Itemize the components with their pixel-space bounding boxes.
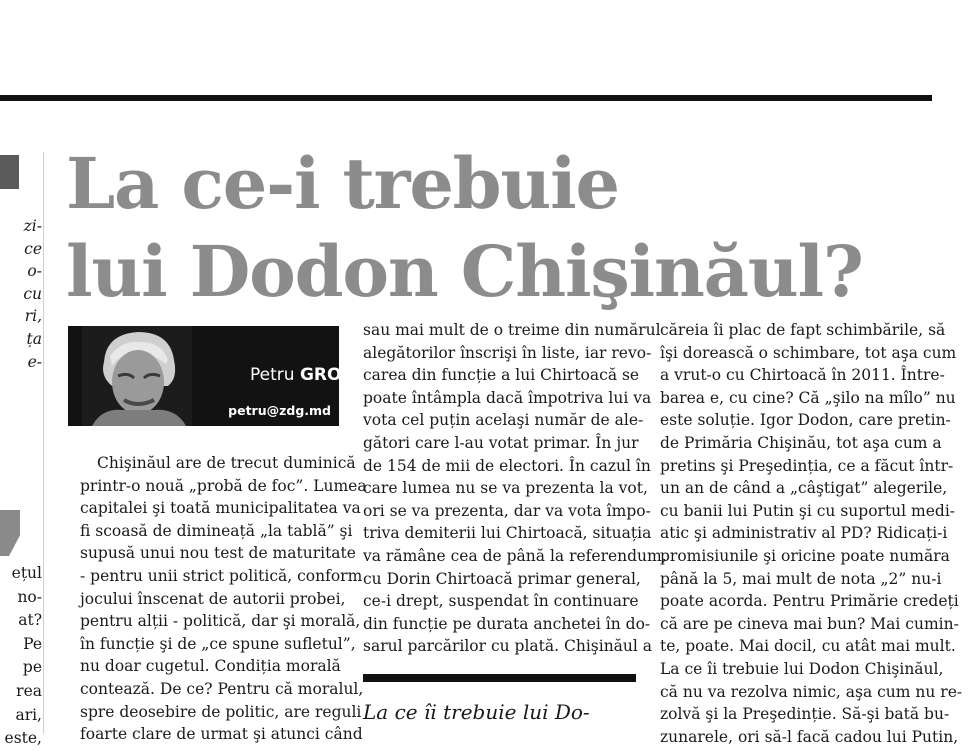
- pull-quote: La ce îi trebuie lui Do-: [363, 700, 590, 724]
- fragment-line: cu: [23, 284, 42, 303]
- article-headline: [66, 140, 946, 316]
- text-line: poate întâmpla dacă împotriva lui va: [363, 388, 652, 407]
- fragment-line: pe: [22, 658, 42, 677]
- text-line: capitalei şi toată municipalitatea va: [80, 499, 361, 518]
- author-email: petru@zdg.md: [228, 403, 331, 418]
- text-line: căreia îi plac de fapt schimbările, să: [660, 321, 946, 339]
- text-line: supusă unui nou test de maturitate: [80, 544, 356, 563]
- text-line: un an de când a „câştigat” alegerile,: [660, 479, 948, 498]
- text-line: zolvă şi la Preşedinție. Să-şi bată bu-: [660, 705, 950, 724]
- text-line: zunarele, ori să-l facă cadou lui Putin,: [660, 727, 959, 746]
- text-line: te, poate. Mai docil, cu atât mai mult.: [660, 637, 956, 656]
- text-line: La ce îi trebuie lui Dodon Chişinăul,: [660, 659, 944, 678]
- article-column-2: [363, 319, 667, 658]
- text-line: alegătorilor înscrişi în liste, iar revo-: [363, 343, 652, 362]
- fragment-line: e-: [27, 352, 42, 371]
- text-line: până la 5, mai mult de nota „2” nu-i: [660, 569, 942, 588]
- text-line: a vrut-o cu Chirtoacă în 2011. Între-: [660, 366, 945, 385]
- article-column-3: [660, 319, 963, 748]
- text-line: este soluție. Igor Dodon, care pretin-: [660, 411, 951, 430]
- fragment-line: ețul: [11, 564, 42, 582]
- text-line: Chişinăul are de trecut duminică: [97, 454, 356, 472]
- text-line: printr-o nouă „probă de foc”. Lumea: [80, 476, 367, 495]
- text-line: nu doar cugetul. Condiția morală: [80, 657, 341, 676]
- text-line: jocului înscenat de autorii probei,: [80, 589, 346, 608]
- fragment-line: at?: [18, 611, 42, 630]
- text-line: că are pe cineva mai bun? Mai cumin-: [660, 614, 959, 633]
- text-line: spre deosebire de politic, are reguli: [80, 702, 362, 721]
- text-line: sau mai mult de o treime din numărul: [363, 321, 661, 339]
- column-divider: [43, 152, 44, 734]
- fragment-line: ari,: [15, 705, 42, 724]
- text-line: care lumea nu se va prezenta la vot,: [363, 479, 648, 498]
- text-line: pretins şi Preşedinția, ce a făcut într-: [660, 456, 954, 475]
- text-line: - pentru unii strict politică, conform: [80, 566, 363, 585]
- text-line: atic şi administrativ al PD? Ridicați-i: [660, 524, 948, 543]
- text-line: barea e, cu cine? Că „şilo na mîlo” nu: [660, 388, 956, 407]
- text-line: cu banii lui Putin şi cu suportul medi-: [660, 501, 956, 520]
- text-line: fi scoasă de dimineață „la tablă” şi: [80, 521, 353, 540]
- fragment-line: ce: [24, 239, 42, 258]
- text-line: carea din funcție a lui Chirtoacă se: [363, 366, 640, 385]
- fragment-line: rea: [16, 681, 42, 700]
- text-line: sarul parcărilor cu plată. Chişinăul a: [363, 637, 653, 656]
- headline-line: La ce-i trebuie: [66, 142, 619, 225]
- author-photo: [82, 326, 192, 426]
- author-last-name: GROZAVU: [299, 365, 393, 385]
- quote-mark-icon: [0, 510, 20, 556]
- top-rule: [0, 95, 932, 101]
- fragment-line: zi-: [23, 217, 42, 235]
- article-column-1: [80, 452, 367, 746]
- fragment-line: o-: [27, 262, 42, 281]
- text-line: contează. De ce? Pentru că moralul,: [80, 679, 364, 698]
- author-box: [68, 326, 393, 426]
- text-line: triva demiterii lui Chirtoacă, situația: [363, 524, 652, 543]
- text-line: că nu va rezolva nimic, aşa cum nu re-: [660, 682, 963, 701]
- text-line: din funcție pe durata anchetei în do-: [363, 614, 651, 633]
- text-line: de 154 de mii de electori. În cazul în: [363, 456, 651, 475]
- text-line: ori se va prezenta, dar va vota împo-: [363, 501, 651, 520]
- text-line: îşi dorească o schimbare, tot aşa cum: [660, 343, 957, 362]
- text-line: ce-i drept, suspendat în continuare: [363, 592, 639, 611]
- fragment-line: Pe: [23, 634, 42, 653]
- text-line: promisiunile şi oricine poate număra: [660, 546, 950, 565]
- text-line: în funcție şi de „ce spune sufletul”,: [80, 634, 356, 653]
- previous-article-fragment: [0, 152, 44, 748]
- headline-line: lui Dodon Chişinăul?: [66, 230, 863, 313]
- text-line: pentru alții - politică, dar şi morală,: [80, 612, 361, 631]
- gray-block: [0, 155, 19, 189]
- text-line: foarte clare de urmat şi atunci când: [80, 725, 363, 744]
- author-first-name: Petru: [250, 365, 295, 385]
- text-line: cu Dorin Chirtoacă primar general,: [363, 569, 641, 588]
- fragment-line: no-: [17, 587, 42, 606]
- text-line: de Primăria Chişinău, tot aşa cum a: [660, 433, 942, 452]
- text-line: poate acorda. Pentru Primărie credeți: [660, 592, 959, 611]
- fragment-line: ța: [26, 329, 42, 348]
- text-line: gători care l-au votat primar. În jur: [363, 433, 639, 452]
- pull-quote-rule: [363, 674, 636, 682]
- fragment-line: ri,: [24, 307, 42, 326]
- text-line: va rămâne cea de până la referendum,: [363, 546, 667, 565]
- fragment-line: este,: [4, 729, 42, 748]
- text-line: vota cel puțin acelaşi număr de ale-: [363, 411, 644, 430]
- fragment-italic-text: [2, 215, 42, 373]
- fragment-body-text: [2, 562, 42, 751]
